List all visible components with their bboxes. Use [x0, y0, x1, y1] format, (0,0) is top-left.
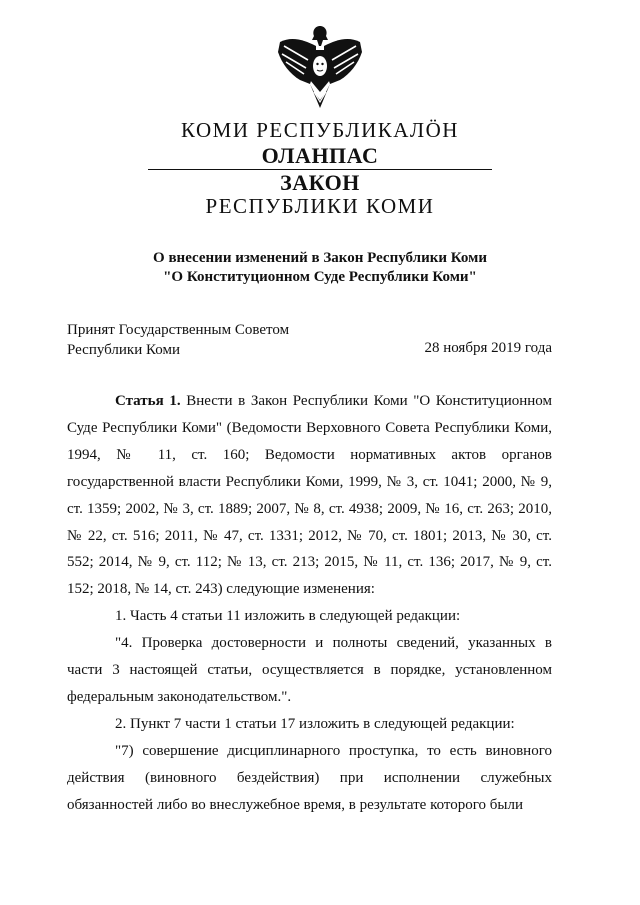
adoption-line-1: Принят Государственным Советом [67, 322, 290, 338]
article-intro-paragraph [67, 388, 552, 603]
article-label: Статья 1. [115, 393, 181, 409]
header-olanpas: ОЛАНПАС [261, 143, 379, 168]
law-title-line-2: "О Конституционном Суде Республики Коми" [163, 269, 477, 285]
header-komi-republic: РЕСПУБЛИКИ КОМИ [205, 194, 435, 218]
item-2-paragraph: 2. Пункт 7 части 1 статьи 17 изложить в следующей редакции: [115, 715, 515, 732]
article-intro-text: Внести в Закон Республики Коми "О Конституционном Суде Республики Коми" (Ведомости Верховного Совета Республики Коми, 1994, № 11, ст. 160; Ведомости нормативных актов органов государственной власти Республики Коми, 1999, № 3, ст. 1041; 2000, № 9, ст. 1359; 2002, № 3, ст. 1889; 2007, № 8, ст. 4938; 2009, № 16, ст. 263; 2010, № 22, ст. 516; 2011, № 47, ст. 1331; 2012, № 70, ст. 1801; 2013, № 30, ст. 552; 2014, № 9, ст. 112; № 13, ст. 213; 2015, № 11, ст. 136; 2017, № 9, ст. 152; 2018, № 14, ст. 243) следующие изменения: [67, 393, 553, 598]
item-1-paragraph: 1. Часть 4 статьи 11 изложить в следующей редакции: [115, 608, 461, 625]
coat-of-arms-emblem [270, 22, 370, 110]
header-law: ЗАКОН [280, 170, 360, 195]
law-title-line-1: О внесении изменений в Закон Республики Коми [153, 250, 487, 266]
adoption-body [67, 320, 289, 360]
article-body [67, 388, 552, 819]
header-komi-republic-native: КОМИ РЕСПУБЛИКАЛӦН [181, 118, 459, 142]
adoption-line-2: Республики Коми [67, 342, 180, 358]
item-2-quote-paragraph: "7) совершение дисциплинарного проступка, то есть виновного действия (виновного бездействия) при исполнении служебных обязанностей либо во внеслужебное время, в результате которого были [67, 742, 552, 813]
item-1-quote-paragraph: "4. Проверка достоверности и полноты сведений, указанных в части 3 настоящей статьи, осуществляется в порядке, установленном федеральным законодательством.". [67, 635, 552, 705]
adoption-date: 28 ноября 2019 года [424, 340, 552, 356]
